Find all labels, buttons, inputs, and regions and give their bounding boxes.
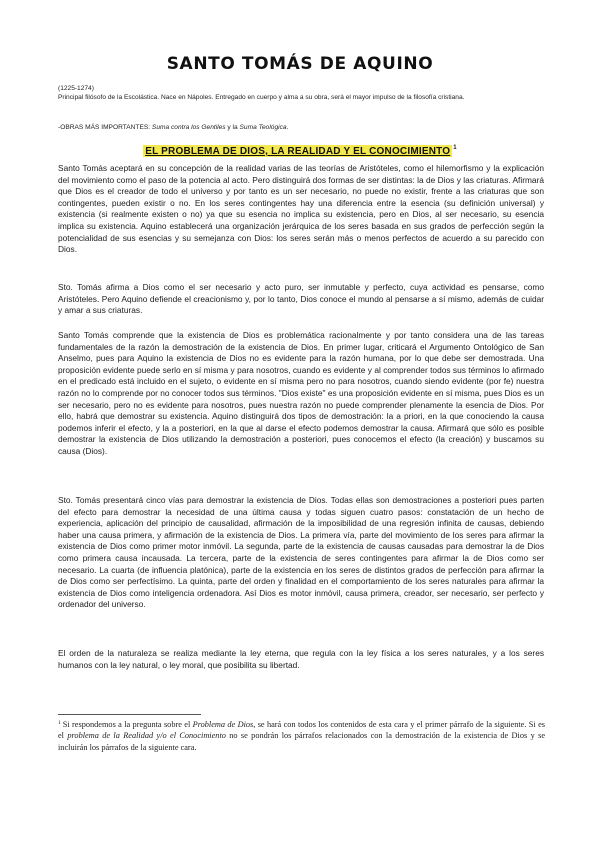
major-works [58, 124, 553, 133]
footnote-reference[interactable]: 1 [453, 145, 457, 151]
work-title-1: Suma contra los Gentiles [151, 124, 226, 131]
paragraph-demostracion: Santo Tomás comprende que la existencia de Dios es problemática racionalmente y por tanto considera una de las tareas fundamentales de la razón la demostración de la existencia de Dios. En primer lugar, criticará el Argumento Ontológico de San Anselmo, pues para Aquino la existencia de Dios no es evidente para la razón humana, por lo que debe ser demostrada. Una proposición evidente puede serlo en sí misma y para nosotros, cuando es evidente y al comprender todos sus términos lo afirmado en el predicado está incluido en el sujeto, o evidente en sí misma pero no para nosotros, cuando siendo evidente (por fe) nuestra razón no lo comprende por no conocer todos sus términos. "Dios existe" es una proposición evidente en sí misma, pues Dios es un ser necesario, pero no es evidente para nosotros, pues nuestra razón no puede comprender plenamente la esencia de Dios. Por ello, habrá que demostrar su existencia. Aquino distinguirá dos tipos de demostración: la a priori, en la que conociendo la causa podemos inferir el efecto, y la a posteriori, en la que al darse el efecto podemos demostrar la causa. Afirmará que sólo es posible demostrar la existencia de Dios utilizando la demostración a posteriori, pues conocemos el efecto (la creación) y buscamos su causa (Dios). [58, 330, 544, 456]
footnote [58, 718, 545, 753]
footnote-text-1: Si respondemos a la pregunta sobre el [62, 720, 193, 729]
work-title-2: Suma Teológica [239, 124, 287, 131]
works-end: . [286, 124, 289, 131]
author-bio: Principal filósofo de la Escolástica. Nace en Nápoles. Entregado en cuerpo y alma a su obra, será el mayor impulso de la filosofía cristiana. [58, 94, 465, 101]
footnote-mark: 1 [58, 720, 61, 726]
works-join: y la [225, 124, 240, 131]
paragraph-realidad: Santo Tomás aceptará en su concepción de la realidad varias de las teorías de Aristóteles, como el hilemorfismo y la explicación del movimiento como el paso de la potencia al acto. Pero distinguirá dos formas de ser distintas: la de Dios y las criaturas. Afirmará que Dios es el creador de todo el universo y por tanto es un ser necesario, no puede no existir, frente a las criaturas que son contingentes, pueden existir o no. En los seres contingentes hay una diferencia entre la esencia (su definición universal) y existencia (si realmente existen o no) ya que su esencia no implica su existencia, pero en Dios, al ser necesario, su esencia implica su existencia. Aquino establecerá una organización jerárquica de los seres basada en sus grados de perfección según la potencialidad de sus esencias y su semejanza con Dios: los seres serán más o menos perfectos de acuerdo a su parecido con Dios. [58, 163, 544, 255]
author-dates: (1225-1274) [58, 85, 94, 92]
paragraph-dios-acto-puro: Sto. Tomás afirma a Dios como el ser necesario y acto puro, ser inmutable y perfecto, cuya actividad es pensarse, como Aristóteles. Pero Aquino defiende el creacionismo y, por lo tanto, Dios conoce el mundo al pensarse a sí mismo, además de cuidar y amar a sus criaturas. [58, 282, 544, 316]
section-heading-text: EL PROBLEMA DE DIOS, LA REALIDAD Y EL CONOCIMIENTO [145, 146, 451, 157]
footnote-text-3: no se pondrán los párrafos relacionados con la demostración de la existencia de Dios y se incluirán los párrafos de la siguiente cara. [58, 731, 546, 752]
footnote-emphasis-1: Problema de Dios [192, 720, 254, 729]
works-label: -OBRAS MÁS IMPORTANTES: [58, 124, 152, 131]
paragraph-cinco-vias: Sto. Tomás presentará cinco vías para demostrar la existencia de Dios. Todas ellas son demostraciones a posteriori pues parten del efecto para demostrar la necesidad de una última causa y todas siguen cuatro pasos: constatación de un hecho de experiencia, aplicación del principio de causalidad, afirmación de la imposibilidad de una regresión infinita de causas, debiendo haber una causa primera, y afirmación de la existencia de Dios. La primera vía, parte del movimiento de los seres para afirmar la existencia de Dios como primer motor inmóvil. La segunda, parte de la existencia de causas causadas para demostrar la de Dios como primera causa incausada. La tercera, parte de la existencia de seres contingentes para afirmar la de Dios como ser necesario. La cuarta (de influencia platónica), parte de la existencia en los seres de distintos grados de perfección para afirmar la de Dios como ser perfectísimo. La quinta, parte del orden y finalidad en el comportamiento de los seres naturales para afirmar la existencia de Dios como inteligencia ordenadora. Así Dios es motor inmóvil, causa primera, creador, ser necesario, ser perfecto y ordenador del universo. [58, 495, 544, 610]
section-heading [0, 145, 600, 157]
footnote-text-2: , se hará con todos los contenidos de esta cara y el primer párrafo de la siguiente. Si es el [58, 720, 545, 741]
footnote-emphasis-2: problema de la Realidad y/o el Conocimiento [67, 731, 226, 741]
paragraph-ley: El orden de la naturaleza se realiza mediante la ley eterna, que regula con la ley física a los seres naturales, y a los seres humanos con la ley natural, o ley moral, que posibilita su libertad. [58, 648, 544, 670]
page-title: SANTO TOMÁS DE AQUINO [166, 54, 434, 74]
footnote-divider [58, 714, 201, 715]
